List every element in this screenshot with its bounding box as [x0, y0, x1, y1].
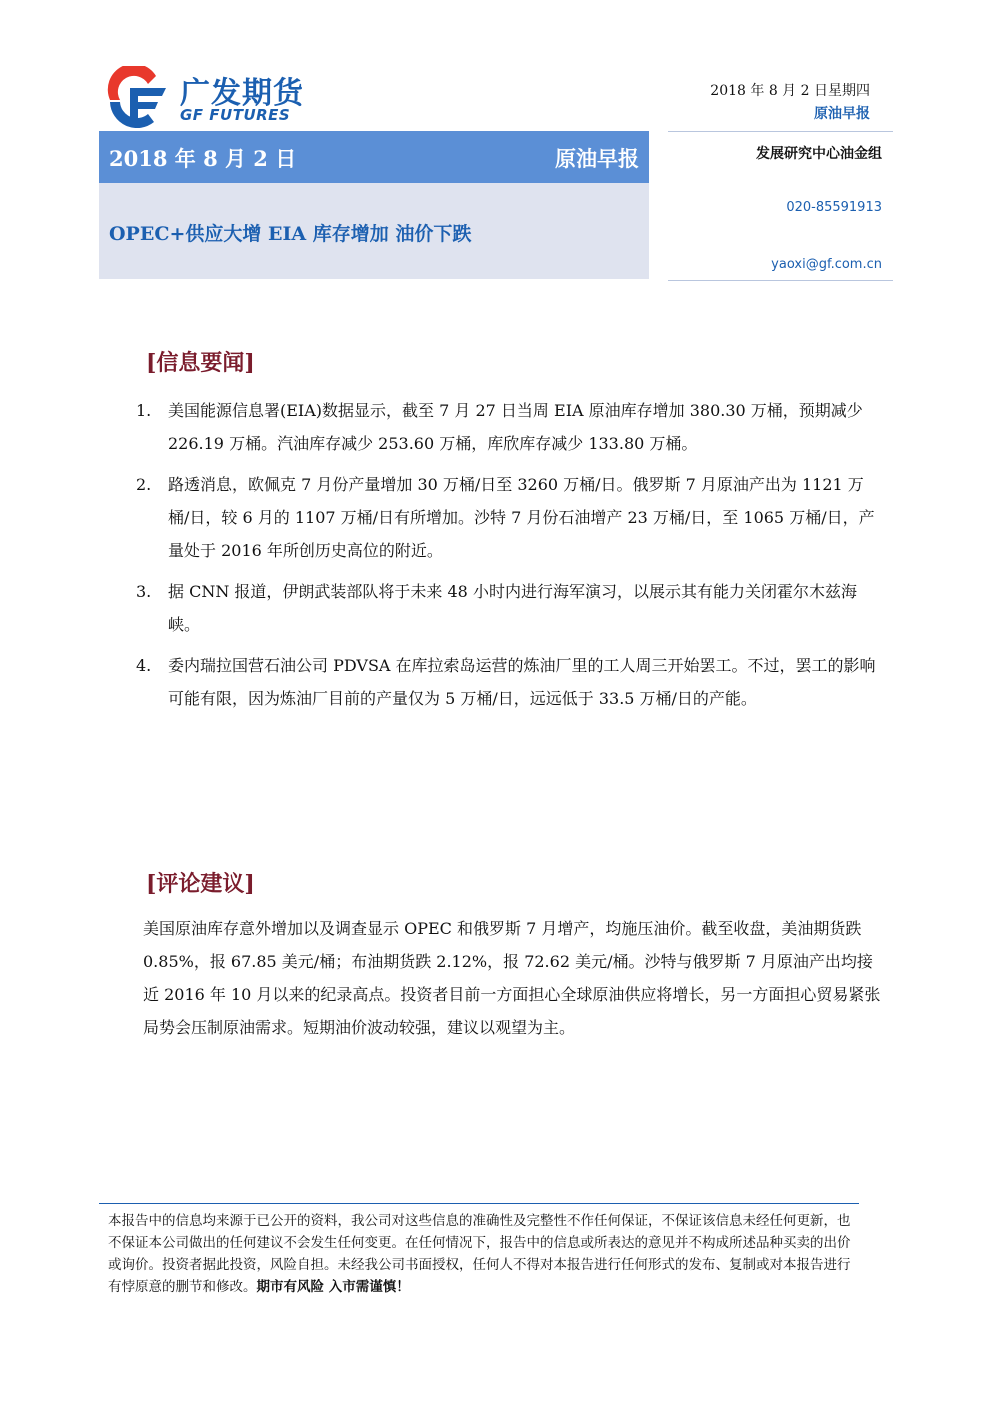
news-item [136, 394, 884, 460]
news-item-text: 据 CNN 报道，伊朗武装部队将于未来 48 小时内进行海军演习，以展示其有能力关闭霍尔木兹海峡。 [168, 582, 857, 634]
news-item-number: 3. [136, 582, 152, 601]
divider [668, 280, 893, 281]
divider [668, 131, 893, 132]
news-item-text: 委内瑞拉国营石油公司 PDVSA 在库拉索岛运营的炼油厂里的工人周三开始罢工。不过，罢工的影响可能有限，因为炼油厂目前的产量仅为 5 万桶/日，远远低于 33.5 万桶/日的产能。 [168, 656, 876, 708]
news-item-number: 4. [136, 656, 152, 675]
report-type-title: 原油早报 [555, 146, 639, 171]
risk-warning: 期市有风险 入市需谨慎！ [256, 1279, 410, 1295]
news-list [136, 394, 884, 723]
news-item-number: 1. [136, 401, 152, 420]
comment-section-title: [评论建议] [146, 871, 255, 897]
gf-logo-icon [104, 66, 174, 128]
news-item-number: 2. [136, 475, 152, 494]
news-item-text: 美国能源信息署(EIA)数据显示，截至 7 月 27 日当周 EIA 原油库存增加 380.30 万桶，预期减少 226.19 万桶。汽油库存减少 253.60 万桶，库欣库存减少 133.80 万桶。 [168, 401, 863, 453]
title-band [99, 131, 649, 183]
comment-paragraph: 美国原油库存意外增加以及调查显示 OPEC 和俄罗斯 7 月增产，均施压油价。截至收盘，美油期货跌 0.85%，报 67.85 美元/桶；布油期货跌 2.12%，报 72.62 美元/桶。沙特与俄罗斯 7 月原油产出均接近 2016 年 10 月以来的纪录高点。投资者目前一方面担心全球原油供应将增长，另一方面担心贸易紧张局势会压制原油需求。短期油价波动较强，建议以观望为主。 [143, 919, 881, 1037]
news-item-text: 路透消息，欧佩克 7 月份产量增加 30 万桶/日至 3260 万桶/日。俄罗斯 7 月原油产出为 1121 万桶/日，较 6 月的 1107 万桶/日有所增加。沙特 7 月份石油增产 23 万桶/日，至 1065 万桶/日，产量处于 2016 年所创历史高位的附近。 [168, 475, 875, 560]
news-item [136, 649, 884, 715]
report-headline: OPEC+供应大增 EIA 库存增加 油价下跌 [109, 223, 472, 245]
header-date: 2018 年 8 月 2 日星期四 [710, 83, 870, 99]
news-section-title: [信息要闻] [146, 350, 255, 376]
disclaimer-text: 本报告中的信息均来源于已公开的资料，我公司对这些信息的准确性及完整性不作任何保证，不保证该信息未经任何更新，也不保证本公司做出的任何建议不会发生任何变更。在任何情况下，报告中的信息或所表达的意见并不构成所述品种买卖的出价或询价。投资者据此投资，风险自担。未经我公司书面授权，任何人不得对本报告进行任何形式的发布、复制或对本报告进行有悖原意的删节和修改。 [108, 1213, 851, 1295]
header-report-type: 原油早报 [814, 106, 870, 122]
logo-chinese-name: 广发期货 [180, 76, 304, 111]
logo-english-name: GF FUTURES [180, 106, 291, 124]
disclaimer [108, 1210, 860, 1298]
disclaimer-divider [99, 1203, 859, 1204]
report-date: 2018 年 8 月 2 日 [109, 146, 297, 171]
company-logo [104, 66, 364, 128]
contact-email[interactable]: yaoxi@gf.com.cn [771, 257, 882, 272]
research-team: 发展研究中心油金组 [756, 146, 882, 162]
news-item [136, 575, 884, 641]
news-item [136, 468, 884, 567]
headline-box [99, 183, 649, 279]
contact-phone: 020-85591913 [786, 200, 882, 215]
